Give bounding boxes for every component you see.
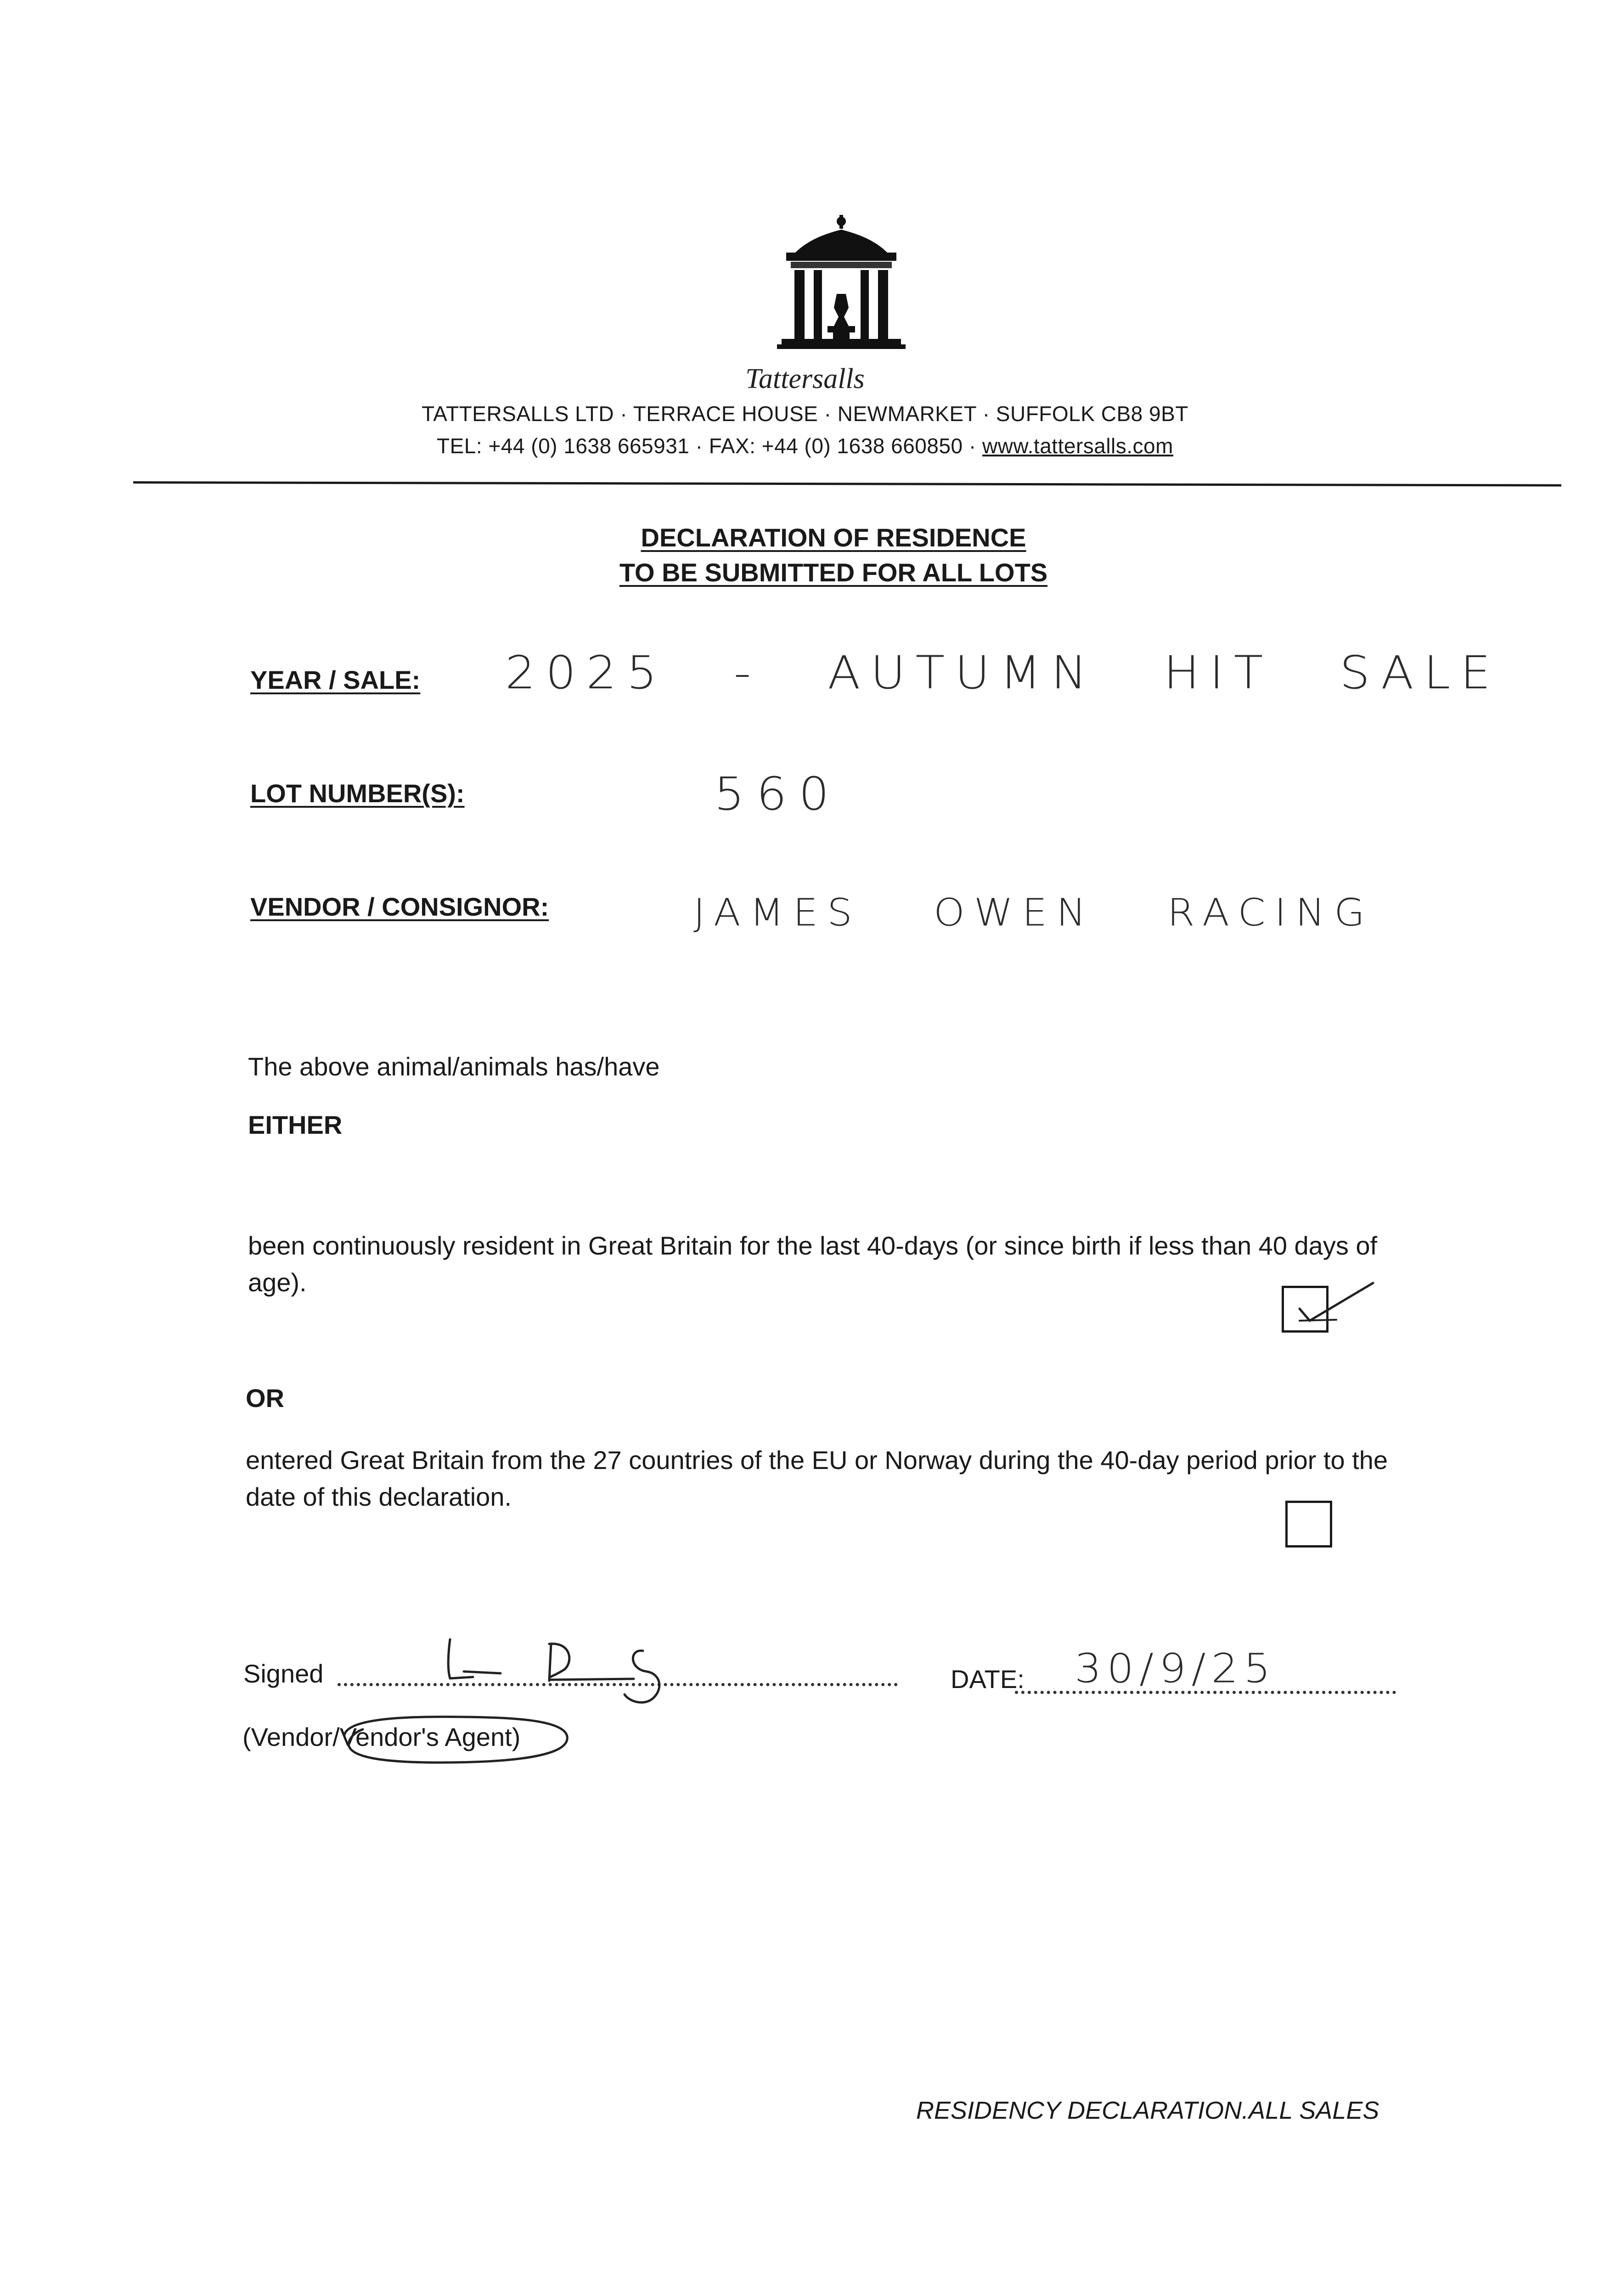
website-link[interactable]: www.tattersalls.com [982, 434, 1173, 458]
or-label: OR [246, 1384, 284, 1412]
option-entered-text: entered Great Britain from the 27 countries of the EU or Norway during the 40-day period prior to the date of this declaration. [246, 1446, 1388, 1511]
signed-label: Signed [243, 1659, 324, 1688]
checkmark-icon [1286, 1277, 1378, 1332]
handwritten-signature [432, 1626, 689, 1713]
brand-name: Tattersalls [745, 363, 865, 394]
statement-intro: The above animal/animals has/have [248, 1052, 660, 1081]
signer-role: (Vendor/Vendor's Agent) [242, 1722, 521, 1751]
either-label: EITHER [248, 1110, 343, 1139]
header-rule [133, 481, 1561, 487]
contact-line [0, 433, 1610, 458]
tattersalls-logo [772, 211, 910, 367]
year-sale-value[interactable]: 2025 - AUTUMN HIT SALE [505, 646, 1501, 699]
vendor-value[interactable]: JAMES OWEN RACING [693, 891, 1374, 935]
date-label: DATE: [951, 1665, 1025, 1694]
lot-number-label: LOT NUMBER(S): [250, 779, 465, 808]
footer-reference: RESIDENCY DECLARATION.ALL SALES [916, 2097, 1379, 2124]
year-sale-label: YEAR / SALE: [250, 665, 421, 694]
form-subtitle: TO BE SUBMITTED FOR ALL LOTS [619, 558, 1048, 587]
option-resident-text: been continuously resident in Great Britain for the last 40-days (or since birth if less than 40 days of age). [248, 1231, 1378, 1297]
date-value[interactable]: 30/9/25 [1075, 1645, 1276, 1692]
lot-number-value[interactable]: 560 [714, 767, 841, 821]
form-title: DECLARATION OF RESIDENCE [641, 523, 1026, 552]
company-address: TATTERSALLS LTD · TERRACE HOUSE · NEWMARKET · SUFFOLK CB8 9BT [422, 402, 1188, 426]
vendor-label: VENDOR / CONSIGNOR: [250, 892, 549, 921]
tel-fax: TEL: +44 (0) 1638 665931 · FAX: +44 (0) 1638 660850 · [437, 434, 983, 458]
role-circle-mark [335, 1707, 574, 1772]
option-entered-checkbox[interactable] [1285, 1501, 1332, 1548]
